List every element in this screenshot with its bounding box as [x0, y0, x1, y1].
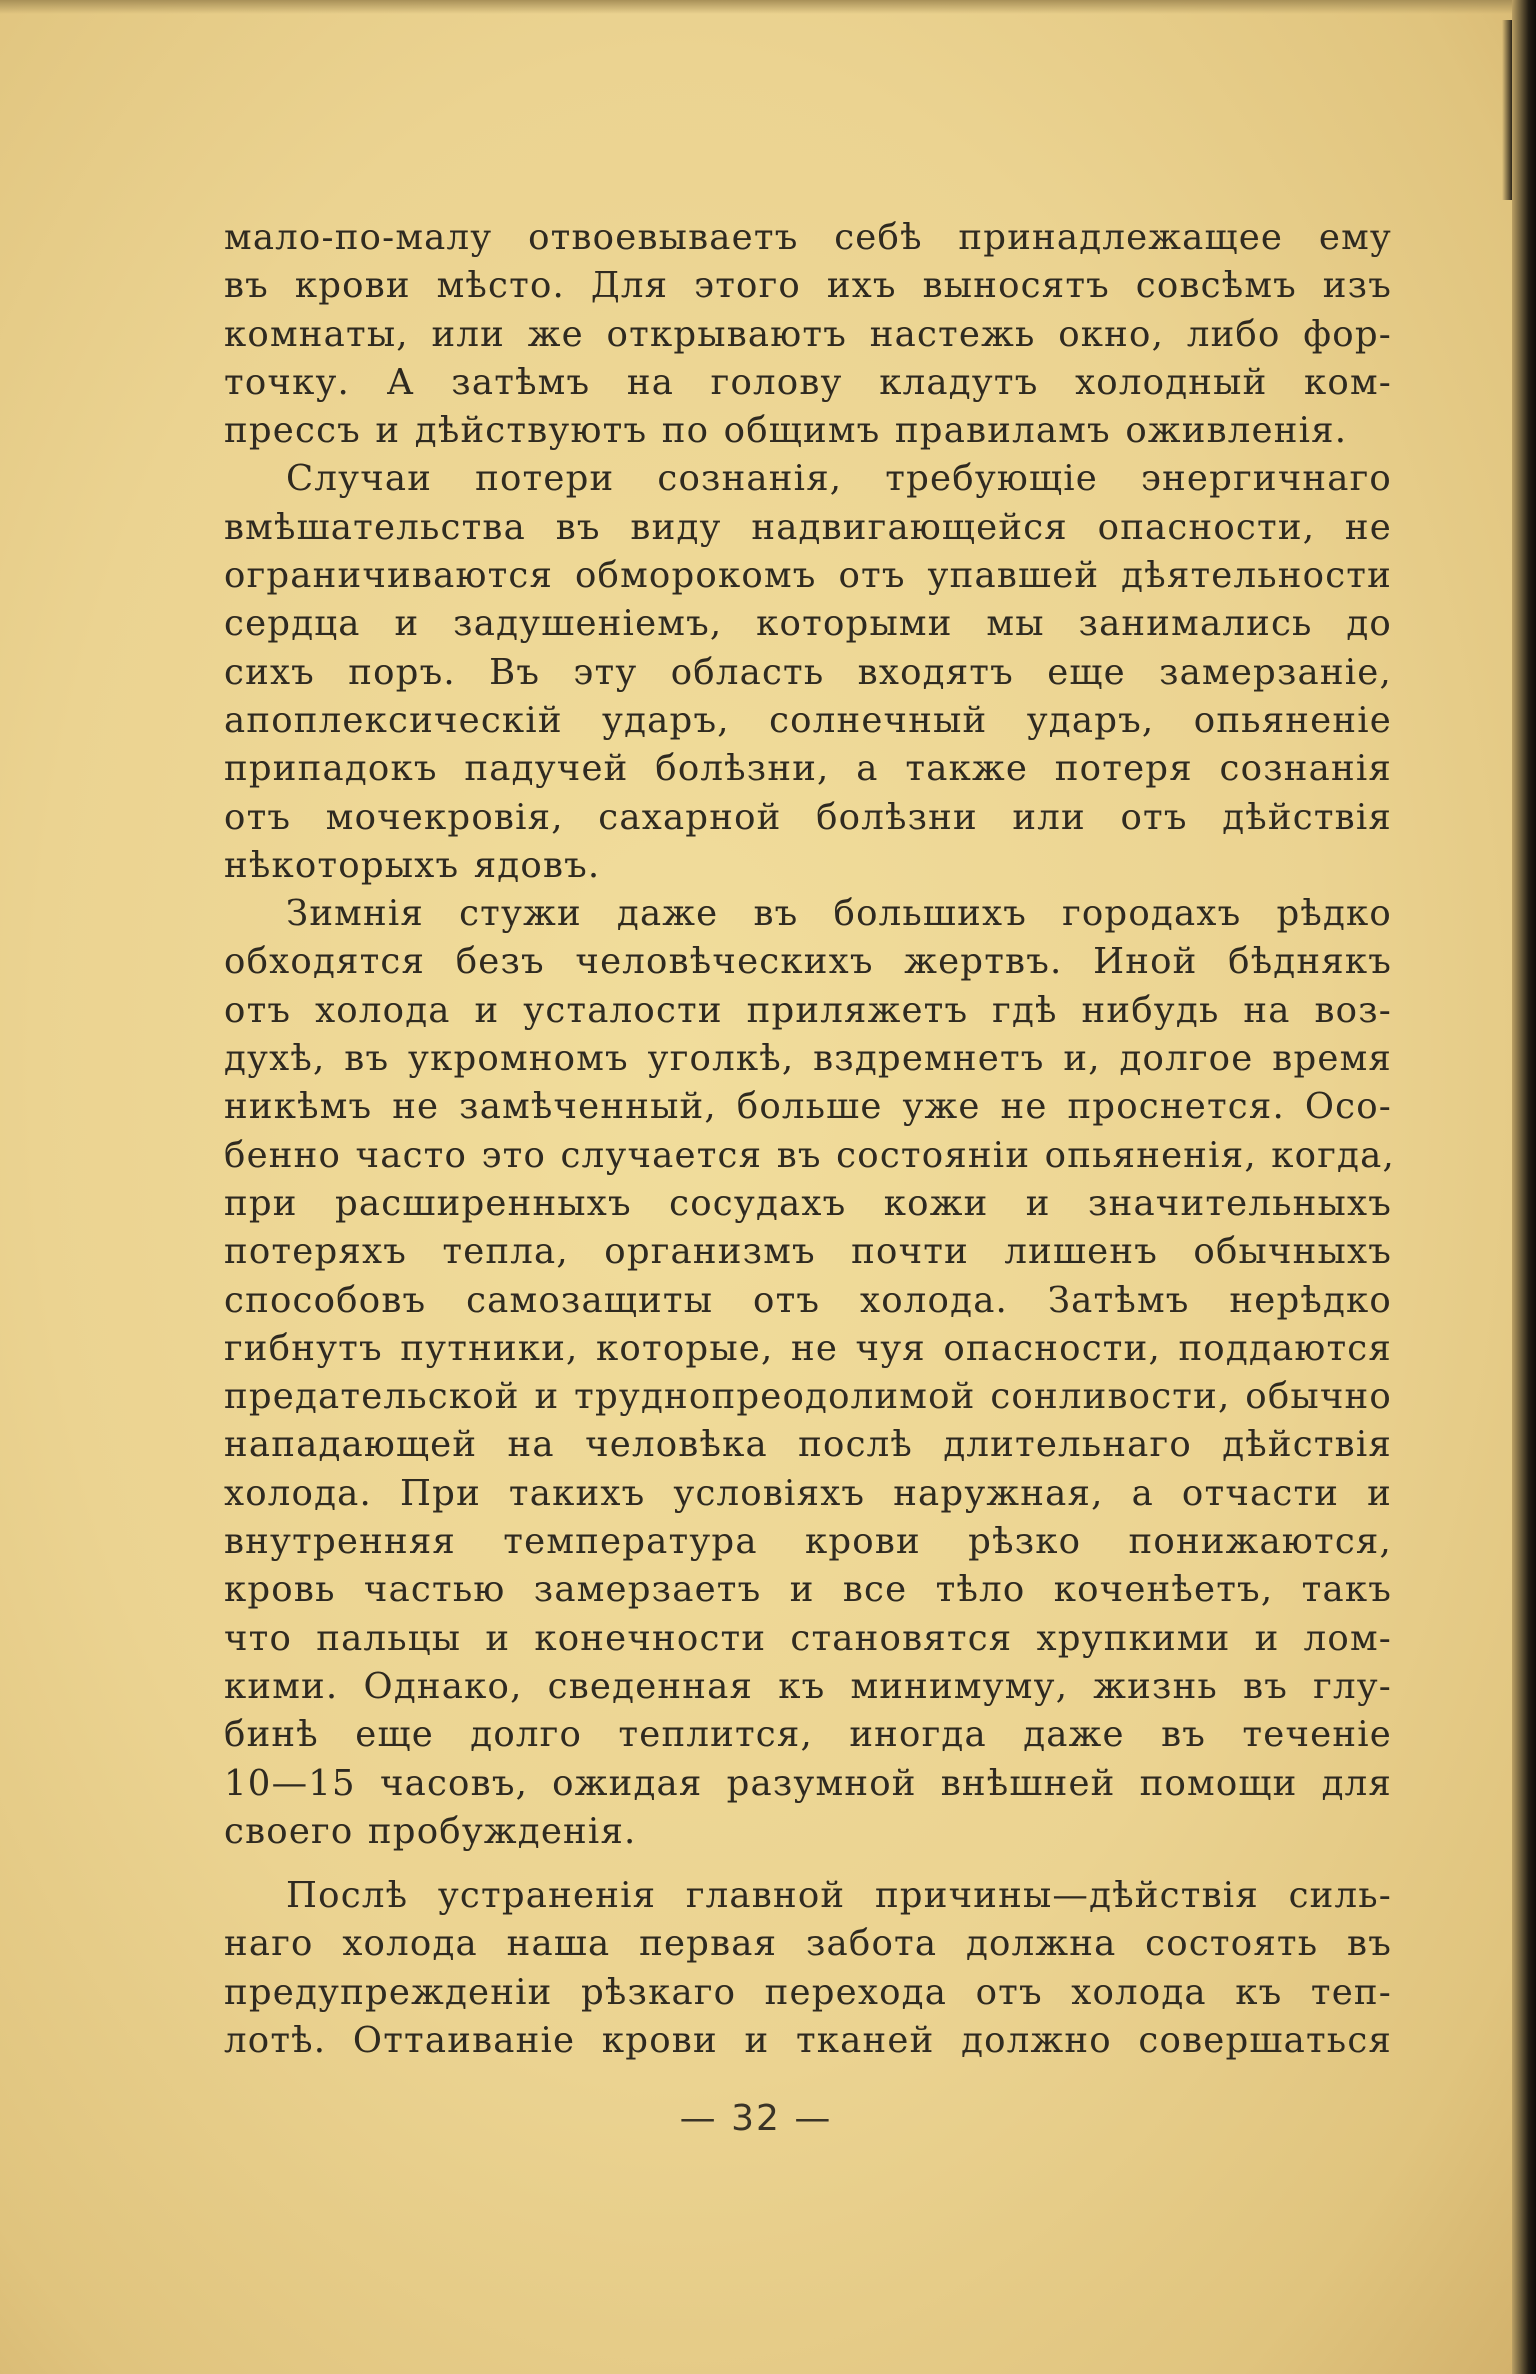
text-line: ограничиваются обморокомъ отъ упавшей дѣятельности: [224, 555, 1392, 597]
text-line: Послѣ устраненія главной причины—дѣйствія силь-: [286, 1875, 1392, 1917]
text-line: сихъ поръ. Въ эту область входятъ еще замерзаніе,: [224, 651, 1392, 693]
paragraph: [224, 890, 1395, 1856]
text-line: что пальцы и конечности становятся хрупкими и лом-: [224, 1617, 1392, 1659]
text-line: припадокъ падучей болѣзни, а также потеря сознанія: [224, 748, 1392, 790]
page-number: — 32 —: [679, 2098, 833, 2139]
text-line: мало-по-малу отвоевываетъ себѣ принадлежащее ему: [224, 217, 1392, 258]
text-line: никѣмъ не замѣченный, больше уже не проснется. Осо-: [224, 1086, 1392, 1128]
text-line: комнаты, или же открываютъ настежь окно, либо фор-: [224, 313, 1392, 355]
binding-shadow: [1502, 20, 1512, 200]
text-line: Зимнія стужи даже въ большихъ городахъ рѣдко: [286, 893, 1392, 935]
text-line: прессъ и дѣйствуютъ по общимъ правиламъ оживленія.: [224, 410, 1348, 452]
text-line: апоплексическій ударъ, солнечный ударъ, опьяненіе: [224, 699, 1392, 741]
text-line: кими. Однако, сведенная къ минимуму, жизнь въ глу-: [224, 1665, 1392, 1707]
text-line: сердца и задушеніемъ, которыми мы занимались до: [224, 603, 1392, 645]
text-line: кровь частью замерзаетъ и все тѣло коченѣетъ, такъ: [224, 1569, 1392, 1611]
body-text: [224, 214, 1395, 2065]
paragraph: [224, 214, 1392, 455]
text-line: бенно часто это случается въ состояніи опьяненія, когда,: [224, 1134, 1395, 1176]
paragraph: [224, 455, 1392, 890]
text-line: обходятся безъ человѣческихъ жертвъ. Иной бѣднякъ: [224, 941, 1392, 983]
text-line: нападающей на человѣка послѣ длительнаго дѣйствія: [224, 1424, 1392, 1466]
text-line: 10—15 часовъ, ожидая разумной внѣшней помощи для: [224, 1762, 1392, 1804]
text-line: предупрежденіи рѣзкаго перехода отъ холода къ теп-: [224, 1971, 1392, 2013]
text-line: духѣ, въ укромномъ уголкѣ, вздремнетъ и, долгое время: [224, 1038, 1392, 1080]
paragraph: [224, 1872, 1392, 2065]
text-line: при расширенныхъ сосудахъ кожи и значительныхъ: [224, 1182, 1392, 1224]
text-line: гибнутъ путники, которые, не чуя опасности, поддаются: [224, 1327, 1392, 1369]
text-line: холода. При такихъ условіяхъ наружная, а отчасти и: [224, 1472, 1392, 1514]
text-line: вмѣшательства въ виду надвигающейся опасности, не: [224, 506, 1392, 548]
text-line: способовъ самозащиты отъ холода. Затѣмъ нерѣдко: [224, 1279, 1392, 1321]
page-top-edge: [0, 0, 1512, 14]
text-line: предательской и труднопреодолимой сонливости, обычно: [224, 1376, 1392, 1418]
text-line: нѣкоторыхъ ядовъ.: [224, 844, 601, 886]
text-line: своего пробужденія.: [224, 1810, 637, 1852]
text-line: отъ холода и усталости приляжетъ гдѣ нибудь на воз-: [224, 989, 1392, 1031]
text-line: внутренняя температура крови рѣзко понижаются,: [224, 1521, 1392, 1563]
page-edge-shadow: [1512, 0, 1536, 2374]
text-line: наго холода наша первая забота должна состоять въ: [224, 1923, 1392, 1965]
text-line: Случаи потери сознанія, требующіе энергичнаго: [286, 458, 1392, 500]
text-line: точку. А затѣмъ на голову кладутъ холодный ком-: [224, 361, 1392, 403]
text-line: отъ мочекровія, сахарной болѣзни или отъ дѣйствія: [224, 796, 1392, 838]
text-line: лотѣ. Оттаиваніе крови и тканей должно совершаться: [224, 2019, 1392, 2061]
text-line: потеряхъ тепла, организмъ почти лишенъ обычныхъ: [224, 1231, 1392, 1273]
text-line: бинѣ еще долго теплится, иногда даже въ теченіе: [224, 1714, 1392, 1756]
text-line: въ крови мѣсто. Для этого ихъ выносятъ совсѣмъ изъ: [224, 265, 1392, 307]
